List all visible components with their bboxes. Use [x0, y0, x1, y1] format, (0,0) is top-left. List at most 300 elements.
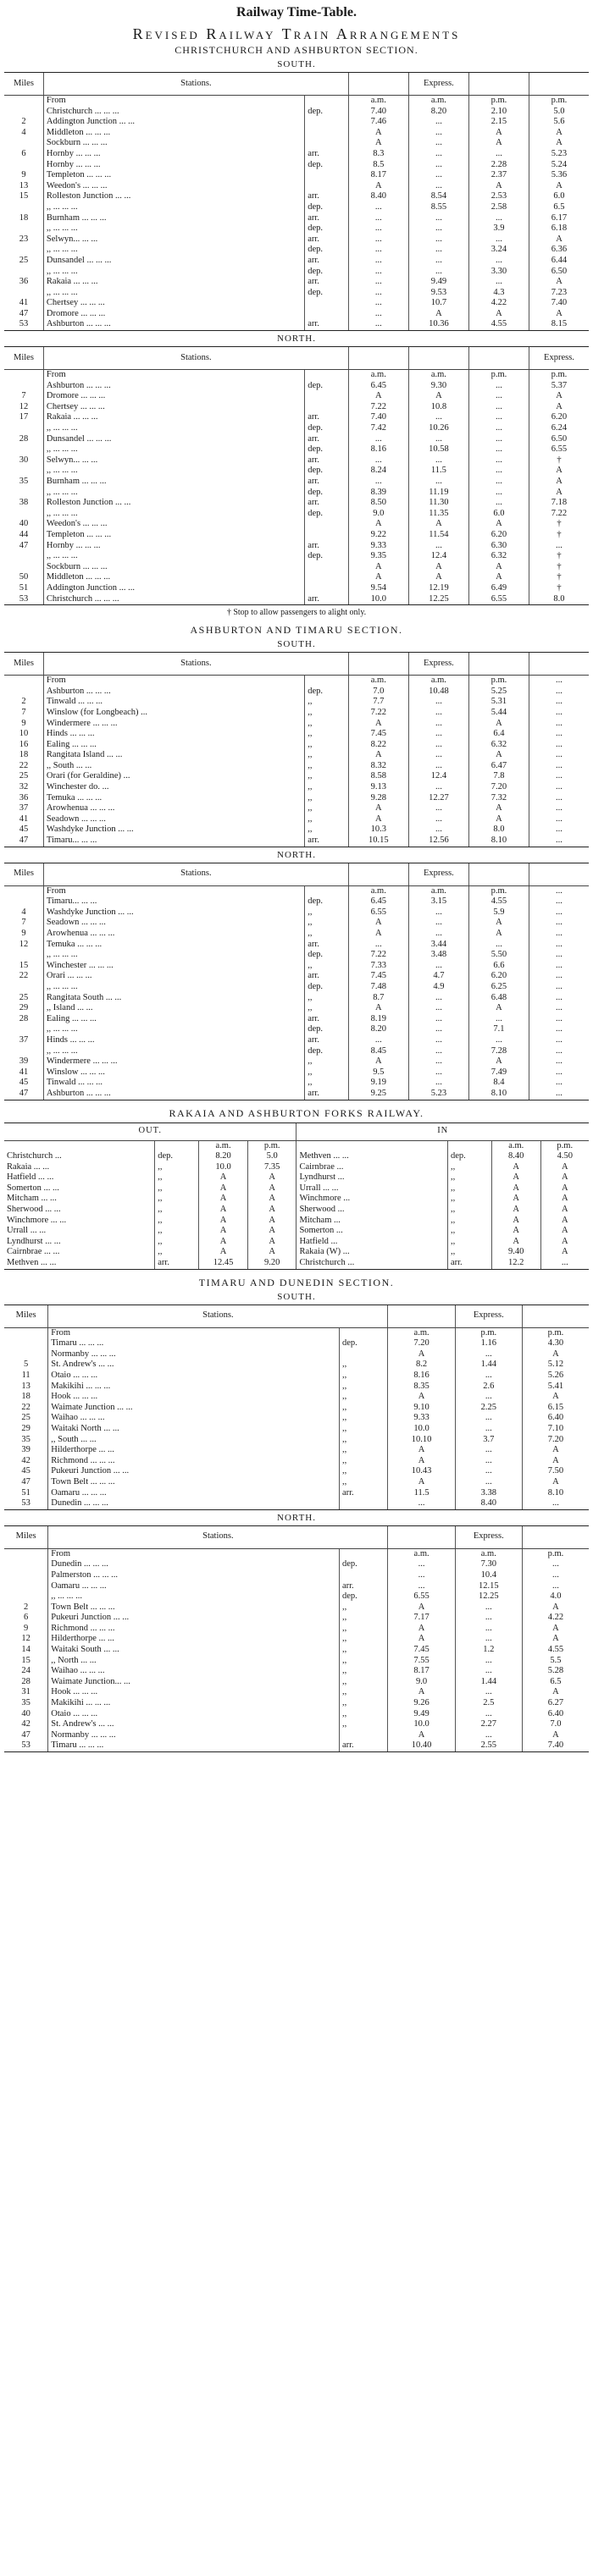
mileage: 53 — [4, 594, 43, 605]
arr-dep-marker — [155, 1140, 199, 1151]
arr-dep-marker: arr. — [305, 149, 349, 160]
time-cell: 9.53 — [408, 288, 468, 299]
time-cell: 10.0 — [388, 1424, 455, 1435]
direction-title: NORTH. — [277, 1512, 316, 1523]
table-row — [4, 929, 589, 940]
table-row — [4, 267, 589, 278]
arr-dep-marker: ,, — [339, 1424, 388, 1435]
table-row — [4, 170, 589, 181]
mileage — [4, 202, 43, 213]
station-name: Dunedin ... ... ... — [48, 1498, 340, 1509]
station-name: Burnham ... ... ... — [43, 477, 304, 488]
time-cell: A — [540, 1162, 589, 1173]
arr-dep-marker: dep. — [305, 896, 349, 907]
station-name: Sherwood ... — [296, 1205, 447, 1216]
time-unit: a.m. — [348, 370, 408, 381]
time-cell: ... — [522, 1581, 589, 1592]
arr-dep-marker: arr. — [305, 455, 349, 466]
mileage — [4, 160, 43, 171]
time-cell: 1.2 — [455, 1645, 522, 1656]
time-cell: A — [491, 1183, 540, 1194]
mileage — [4, 223, 43, 234]
mileage — [4, 423, 43, 434]
time-cell: 6.30 — [468, 541, 529, 552]
time-cell: A — [540, 1237, 589, 1248]
time-cell: A — [529, 277, 589, 288]
time-cell: ... — [388, 1559, 455, 1570]
arr-dep-marker: dep. — [305, 202, 349, 213]
arr-dep-marker: dep. — [305, 687, 349, 698]
table-row — [4, 1740, 589, 1751]
arr-dep-marker: ,, — [305, 719, 349, 730]
arr-dep-marker: arr. — [305, 477, 349, 488]
arr-dep-marker: arr. — [305, 319, 349, 330]
time-cell: 9.10 — [388, 1403, 455, 1414]
time-cell: ... — [408, 245, 468, 256]
arr-dep-marker: arr. — [447, 1258, 491, 1269]
arr-dep-marker: dep. — [305, 466, 349, 477]
station-name: Waihao ... ... ... — [48, 1413, 340, 1424]
time-cell: 7.40 — [529, 298, 589, 309]
time-cell: ... — [468, 256, 529, 267]
station-name: Rangitata South ... ... — [43, 993, 304, 1004]
mileage: 47 — [4, 1089, 43, 1100]
station-name: Lyndhurst ... ... — [7, 1236, 61, 1246]
time-cell: 6.50 — [529, 434, 589, 445]
station-name: Hornby ... ... ... — [43, 541, 304, 552]
station-name: Town Belt ... ... ... — [48, 1477, 340, 1488]
time-cell: ... — [408, 825, 468, 836]
mileage — [4, 950, 43, 961]
arr-dep-marker: ,, — [305, 771, 349, 782]
mileage: 35 — [21, 1434, 30, 1444]
time-cell: A — [247, 1247, 296, 1258]
mileage: 45 — [21, 1466, 30, 1476]
mileage: 23 — [19, 234, 29, 244]
station-name: Somerton ... — [296, 1226, 447, 1237]
time-cell: ... — [408, 1014, 468, 1025]
mileage: 47 — [4, 836, 43, 847]
time-cell: ... — [455, 1634, 522, 1645]
time-cell: † — [529, 551, 589, 562]
time-cell: A — [388, 1456, 455, 1467]
stations-header: Stations. — [43, 653, 348, 676]
time-cell: 9.30 — [408, 381, 468, 392]
table-row — [4, 402, 589, 413]
arr-dep-marker: dep. — [305, 423, 349, 434]
mileage: 28 — [19, 1013, 29, 1023]
mileage: 51 — [19, 582, 29, 593]
time-cell: ... — [468, 466, 529, 477]
time-cell: ... — [408, 1003, 468, 1014]
station-name: ,, ... ... ... — [43, 202, 304, 213]
table-row — [4, 761, 589, 772]
mileage: 7 — [21, 918, 26, 928]
station-name: Normanby ... ... ... — [48, 1349, 340, 1360]
table-row — [4, 423, 589, 434]
table-row — [4, 256, 589, 267]
table-row — [4, 117, 589, 128]
station-name: Waimate Junction ... ... — [48, 1403, 340, 1414]
mileage: 25 — [21, 1413, 30, 1423]
train-column-header — [388, 1305, 455, 1327]
mileage: 32 — [19, 782, 29, 792]
mileage: 7 — [21, 707, 26, 717]
time-cell: 7.42 — [348, 423, 408, 434]
mileage: 18 — [19, 750, 29, 760]
time-cell: 7.8 — [468, 771, 529, 782]
time-cell: 12.2 — [491, 1258, 540, 1269]
arr-dep-marker: dep. — [447, 1151, 491, 1162]
time-cell: 8.22 — [348, 740, 408, 751]
mileage: 25 — [19, 992, 29, 1002]
time-cell: 6.40 — [522, 1709, 589, 1720]
time-cell: ... — [348, 277, 408, 288]
direction-title: SOUTH. — [277, 639, 316, 650]
time-unit: p.m. — [529, 370, 589, 381]
station-name: Ashburton ... ... ... — [43, 381, 304, 392]
station-name: Middleton ... ... ... — [43, 572, 304, 583]
arr-dep-marker: dep. — [305, 245, 349, 256]
mileage: 53 — [4, 319, 43, 330]
train-column-header — [388, 1525, 455, 1548]
station-name: Pukeuri Junction ... ... — [48, 1466, 340, 1477]
arr-dep-marker: dep. — [305, 551, 349, 562]
time-cell: ... — [455, 1656, 522, 1667]
time-cell: 2.5 — [455, 1698, 522, 1709]
time-cell: A — [522, 1687, 589, 1698]
time-cell: 2.27 — [455, 1719, 522, 1730]
arr-dep-marker: arr. — [305, 541, 349, 552]
time-cell: ... — [408, 149, 468, 160]
arr-dep-marker: ,, — [339, 1709, 388, 1720]
time-cell: 8.17 — [388, 1666, 455, 1677]
time-cell: A — [388, 1730, 455, 1741]
time-cell: 3.48 — [408, 950, 468, 961]
time-cell: ... — [348, 940, 408, 951]
arr-dep-marker: ,, — [339, 1456, 388, 1467]
time-cell: A — [388, 1602, 455, 1613]
time-cell: 7.35 — [247, 1162, 296, 1173]
station-name: Methven ... ... — [4, 1258, 155, 1269]
station-name: ,, ... ... ... — [43, 466, 304, 477]
table-row — [4, 782, 589, 793]
arr-dep-marker: ,, — [447, 1162, 491, 1173]
time-cell: A — [491, 1237, 540, 1248]
mileage: 9 — [21, 718, 26, 728]
time-cell: 3.7 — [455, 1435, 522, 1446]
station-name: Oamaru ... ... ... — [48, 1581, 340, 1592]
time-cell: ... — [529, 719, 589, 730]
arr-dep-marker: ,, — [339, 1602, 388, 1613]
arr-dep-marker: ,, — [339, 1413, 388, 1424]
table-row — [4, 572, 589, 583]
arr-dep-marker — [305, 298, 349, 309]
time-cell: 5.24 — [529, 160, 589, 171]
mileage: 6 — [24, 1613, 29, 1623]
mileage — [4, 288, 43, 299]
station-name: ,, ... ... ... — [48, 1591, 340, 1602]
time-cell: 7.20 — [522, 1435, 589, 1446]
station-name: Ashburton ... ... ... — [43, 687, 304, 698]
arr-dep-marker — [339, 1570, 388, 1581]
station-name: ,, Island ... ... — [43, 1003, 304, 1014]
table-row — [4, 391, 589, 402]
time-cell: ... — [348, 213, 408, 224]
station-name: Christchurch ... ... ... — [43, 594, 304, 605]
time-cell: p.m. — [540, 1140, 589, 1151]
table-row — [4, 1327, 589, 1338]
table-row — [4, 676, 589, 687]
section-title: TIMARU AND DUNEDIN SECTION. — [198, 1276, 395, 1288]
time-cell: A — [199, 1172, 248, 1183]
time-cell: ... — [408, 750, 468, 761]
time-cell: 7.10 — [522, 1424, 589, 1435]
time-cell: ... — [408, 128, 468, 139]
time-cell: † — [529, 562, 589, 573]
time-cell: 6.32 — [468, 740, 529, 751]
mileage: 41 — [19, 814, 29, 824]
train-column-header: Express. — [455, 1525, 522, 1548]
table-row — [4, 1719, 589, 1730]
time-cell: A — [247, 1205, 296, 1216]
arr-dep-marker: arr. — [305, 213, 349, 224]
mileage — [4, 267, 43, 278]
table-row — [4, 1488, 589, 1499]
time-cell: ... — [529, 697, 589, 708]
arr-dep-marker: ,, — [305, 1067, 349, 1078]
mileage: 22 — [21, 1402, 30, 1412]
mileage: 40 — [19, 519, 29, 529]
time-cell: 8.10 — [468, 1089, 529, 1100]
time-cell: 8.10 — [468, 836, 529, 847]
time-cell: 9.0 — [348, 509, 408, 520]
train-column-header — [468, 863, 529, 885]
time-cell: A — [468, 1003, 529, 1014]
train-column-header: Express. — [408, 653, 468, 676]
station-name: Pukeuri Junction ... ... — [48, 1613, 340, 1624]
station-name: Hook ... ... ... — [48, 1687, 340, 1698]
arr-dep-marker — [305, 117, 349, 128]
time-unit: a.m. — [455, 1548, 522, 1559]
time-cell: ... — [455, 1666, 522, 1677]
timetable — [4, 1525, 589, 1752]
table-row — [4, 213, 589, 224]
time-cell: 6.36 — [529, 245, 589, 256]
table-row — [4, 1602, 589, 1613]
station-name: Burnham ... ... ... — [43, 213, 304, 224]
mileage: 14 — [21, 1645, 30, 1655]
time-cell: 2.55 — [455, 1740, 522, 1751]
time-cell: 4.30 — [522, 1338, 589, 1349]
time-cell: 7.23 — [529, 288, 589, 299]
time-cell: 8.2 — [388, 1360, 455, 1371]
arr-dep-marker — [305, 96, 349, 107]
time-cell: 5.50 — [468, 950, 529, 961]
arr-dep-marker: arr. — [155, 1258, 199, 1269]
time-cell: A — [388, 1687, 455, 1698]
time-cell: A — [529, 402, 589, 413]
time-cell: 7.33 — [348, 961, 408, 972]
time-cell: 5.25 — [468, 687, 529, 698]
time-cell: A — [522, 1730, 589, 1741]
station-name: Hornby ... ... ... — [43, 149, 304, 160]
table-row — [4, 719, 589, 730]
table-row — [4, 982, 589, 993]
time-cell: 9.20 — [247, 1258, 296, 1269]
time-cell: A — [247, 1194, 296, 1205]
time-cell: A — [247, 1226, 296, 1237]
time-cell: A — [468, 918, 529, 929]
time-cell: A — [348, 918, 408, 929]
arr-dep-marker: arr. — [305, 191, 349, 202]
time-cell: 10.3 — [348, 825, 408, 836]
train-column-header — [348, 863, 408, 885]
time-cell: A — [348, 181, 408, 192]
time-cell: 10.0 — [388, 1719, 455, 1730]
time-cell: ... — [468, 477, 529, 488]
station-name: ,, ... ... ... — [43, 223, 304, 234]
time-cell: ... — [408, 1046, 468, 1057]
mileage: 13 — [21, 1381, 30, 1391]
time-cell: ... — [408, 181, 468, 192]
table-row — [4, 149, 589, 160]
time-cell: A — [468, 719, 529, 730]
arr-dep-marker: ,, — [339, 1656, 388, 1667]
time-unit: a.m. — [408, 676, 468, 687]
time-cell: A — [468, 750, 529, 761]
station-name: Seadown ... ... ... — [43, 918, 304, 929]
station-name: Dromore ... ... ... — [43, 391, 304, 402]
mileage: 5 — [24, 1360, 29, 1370]
mileage: 2 — [21, 697, 26, 707]
time-cell: 7.50 — [522, 1466, 589, 1477]
station-name: Rolleston Junction ... ... — [43, 498, 304, 509]
mileage: 10 — [19, 729, 29, 739]
time-cell: A — [522, 1602, 589, 1613]
time-cell: A — [348, 138, 408, 149]
time-cell: 9.40 — [491, 1247, 540, 1258]
table-row — [4, 1382, 589, 1393]
station-name: Rakaia ... ... ... — [43, 277, 304, 288]
table-row — [4, 1581, 589, 1592]
time-cell: 6.44 — [529, 256, 589, 267]
time-cell: 10.58 — [408, 444, 468, 455]
train-column-header: Express. — [529, 347, 589, 370]
mileage: 12 — [19, 401, 29, 411]
arr-dep-marker: dep. — [305, 950, 349, 961]
time-cell: ... — [408, 993, 468, 1004]
time-unit: a.m. — [348, 885, 408, 896]
time-cell: 8.35 — [388, 1382, 455, 1393]
time-cell: 12.27 — [408, 793, 468, 804]
train-column-header — [522, 1305, 589, 1327]
table-row — [4, 107, 589, 118]
table-row — [4, 298, 589, 309]
table-row — [4, 1078, 589, 1089]
table-row — [4, 1237, 589, 1248]
time-cell: ... — [455, 1413, 522, 1424]
time-cell: A — [348, 803, 408, 814]
station-name: Makikihi ... ... ... — [48, 1698, 340, 1709]
station-name: Temuka ... ... ... — [43, 793, 304, 804]
time-cell: 7.46 — [348, 117, 408, 128]
time-cell: ... — [408, 918, 468, 929]
mileage: 9 — [21, 170, 26, 180]
table-row — [4, 1634, 589, 1645]
time-cell: 6.20 — [468, 971, 529, 982]
time-cell: ... — [408, 697, 468, 708]
arr-dep-marker — [305, 885, 349, 896]
time-cell: ... — [468, 1035, 529, 1046]
mileage: 15 — [21, 1655, 30, 1665]
time-cell: 10.0 — [199, 1162, 248, 1173]
mileage — [4, 381, 43, 392]
time-cell: A — [468, 181, 529, 192]
arr-dep-marker: ,, — [339, 1477, 388, 1488]
mileage: 45 — [19, 1078, 29, 1088]
time-cell: ... — [529, 740, 589, 751]
stations-header: Stations. — [43, 347, 348, 370]
arr-dep-marker: ,, — [155, 1226, 199, 1237]
time-cell: 8.10 — [522, 1488, 589, 1499]
table-row — [4, 750, 589, 761]
arr-dep-marker — [339, 1349, 388, 1360]
time-cell: 7.7 — [348, 697, 408, 708]
table-row — [4, 551, 589, 562]
arr-dep-marker: dep. — [305, 488, 349, 499]
time-cell: A — [522, 1349, 589, 1360]
time-cell: 6.5 — [522, 1677, 589, 1688]
time-cell: A — [388, 1634, 455, 1645]
station-name: Timaru ... ... ... — [48, 1740, 340, 1751]
time-cell: 6.49 — [468, 583, 529, 594]
station-name: Normanby ... ... ... — [48, 1730, 340, 1741]
arr-dep-marker: ,, — [305, 740, 349, 751]
station-name: Methven ... ... — [296, 1151, 447, 1162]
time-cell: 8.4 — [468, 1078, 529, 1089]
table-row — [4, 971, 589, 982]
time-cell: A — [522, 1392, 589, 1403]
time-cell: 6.27 — [522, 1698, 589, 1709]
time-cell: a.m. — [199, 1140, 248, 1151]
time-cell: ... — [408, 223, 468, 234]
time-cell: 4.3 — [468, 288, 529, 299]
station-name: ,, ... ... ... — [43, 950, 304, 961]
time-cell: 7.20 — [468, 782, 529, 793]
time-unit: p.m. — [522, 1548, 589, 1559]
arr-dep-marker: ,, — [339, 1445, 388, 1456]
time-cell: 5.31 — [468, 697, 529, 708]
arr-dep-marker: ,, — [305, 907, 349, 918]
arr-dep-marker: arr. — [339, 1488, 388, 1499]
time-cell: 10.0 — [348, 594, 408, 605]
time-cell: 6.32 — [468, 551, 529, 562]
mileage: 35 — [19, 477, 29, 486]
arr-dep-marker: arr. — [339, 1581, 388, 1592]
time-cell: 6.47 — [468, 761, 529, 772]
table-row — [4, 1624, 589, 1635]
time-cell: A — [491, 1172, 540, 1183]
train-column-header — [529, 73, 589, 96]
time-cell: ... — [468, 402, 529, 413]
time-cell: 8.39 — [348, 488, 408, 499]
time-cell: A — [468, 814, 529, 825]
time-cell: ... — [408, 761, 468, 772]
time-cell: A — [247, 1183, 296, 1194]
time-cell: 4.55 — [468, 319, 529, 330]
station-name: Tinwald ... ... ... — [43, 697, 304, 708]
